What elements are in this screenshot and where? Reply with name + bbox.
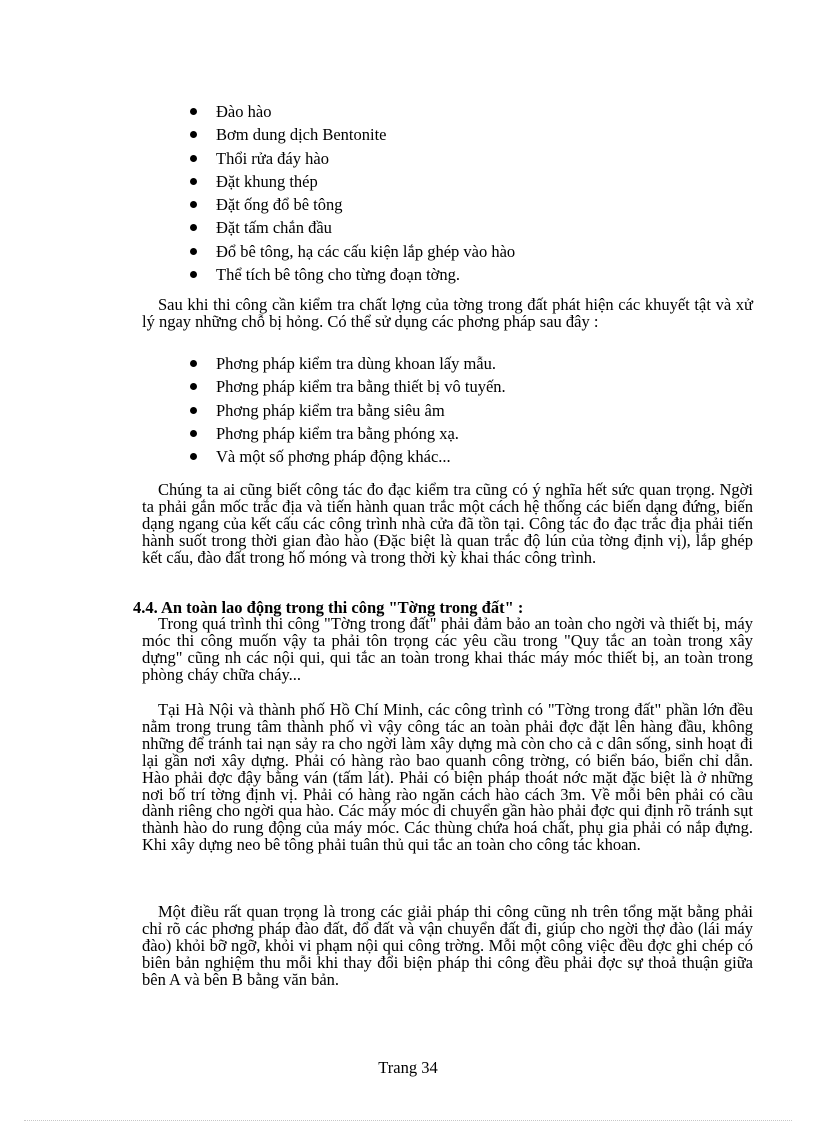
page-number: Trang 34 <box>378 1058 438 1077</box>
list-item: Phơng pháp kiểm tra bằng siêu âm <box>190 399 506 422</box>
bullet-icon <box>190 248 197 255</box>
list-item: Đào hào <box>190 100 515 123</box>
section-heading: 4.4. An toàn lao động trong thi công "Tờng trong đất" : <box>133 598 524 617</box>
construction-steps-list <box>190 100 515 286</box>
bullet-icon <box>190 271 197 278</box>
surveying-paragraph: Chúng ta ai cũng biết công tác đo đạc kiểm tra cũng có ý nghĩa hết sức quan trọng. Ngời ta phải gắn mốc trắc địa và tiến hành quan trắc một cách hệ thống các biến dạng đứng, biến dạng ngang của kết cấu các công trình nhà cửa đã tồn tại. Công tác đo đạc trắc địa phải tiến hành suốt trong thời gian đào hào (Đặc biệt là quan trắc độ lún của tờng định vị), lắp ghép kết cấu, đào đất trong hố móng và trong thời kỳ khai thác công trình. <box>142 480 753 567</box>
safety-measures-paragraph: Tại Hà Nội và thành phố Hồ Chí Minh, các công trình có "Tờng trong đất" phần lớn đều nằm trong trung tâm thành phố vì vậy công tác an toàn phải đợc đặt lên hàng đầu, không những để tránh tai nạn sảy ra cho ngời làm xây dựng mà còn cho cả c dân sống, sinh hoạt đi lại gần nơi xây dựng. Phải có hàng rào bao quanh công trờng, có biển báo, biển chỉ dẫn. Hào phải đợc đậy bằng ván (tấm lát). Phải có biện pháp thoát nớc mặt đặc biệt là ở những nơi bố trí tờng định vị. Phải có hàng rào ngăn cách hào cách 3m. Về mỗi bên phải có cầu dành riêng cho ngời qua hào. Các máy móc di chuyển gần hào phải đợc qui định rõ tránh sụt thành hào do rung động của máy móc. Các thùng chứa hoá chất, phụ gia phải có nắp đựng. Khi xây dựng neo bê tông phải tuân thủ qui tắc an toàn cho công tác khoan. <box>142 700 753 855</box>
bullet-icon <box>190 407 197 414</box>
list-item: Phơng pháp kiểm tra bằng thiết bị vô tuyến. <box>190 375 506 398</box>
bullet-icon <box>190 224 197 231</box>
construction-plan-paragraph: Một điều rất quan trọng là trong các giải pháp thi công cũng nh trên tổng mặt bằng phải chỉ rõ các phơng pháp đào đất, đổ đất và vận chuyển đất đi, giúp cho ngời thợ đào (lái máy đào) khỏi bỡ ngỡ, khỏi vi phạm nội qui công trờng. Mỗi một công việc đều đợc ghi chép có biên bản nghiệm thu mỗi khi thay đổi biện pháp thi công đều phải đợc sự thoả thuận giữa bên A và bên B bằng văn bản. <box>142 902 753 989</box>
list-item: Đặt ống đổ bê tông <box>190 193 515 216</box>
bullet-icon <box>190 453 197 460</box>
bullet-icon <box>190 155 197 162</box>
list-item: Thể tích bê tông cho từng đoạn tờng. <box>190 263 515 286</box>
inspection-methods-list <box>190 352 506 468</box>
bullet-icon <box>190 201 197 208</box>
inspection-paragraph: Sau khi thi công cần kiểm tra chất lợng của tờng trong đất phát hiện các khuyết tật và xử lý ngay những chỗ bị hỏng. Có thể sử dụng các phơng pháp sau đây : <box>142 295 753 331</box>
list-item: Bơm dung dịch Bentonite <box>190 123 515 146</box>
bullet-icon <box>190 360 197 367</box>
bullet-icon <box>190 131 197 138</box>
bullet-icon <box>190 430 197 437</box>
bullet-icon <box>190 178 197 185</box>
bullet-icon <box>190 383 197 390</box>
list-item: Phơng pháp kiểm tra bằng phóng xạ. <box>190 422 506 445</box>
list-item: Phơng pháp kiểm tra dùng khoan lấy mẫu. <box>190 352 506 375</box>
list-item: Đổ bê tông, hạ các cấu kiện lắp ghép vào hào <box>190 240 515 263</box>
page-bottom-divider <box>24 1120 792 1121</box>
safety-intro-paragraph: Trong quá trình thi công "Tờng trong đất" phải đảm bảo an toàn cho ngời và thiết bị, máy móc thi công muốn vậy ta phải tôn trọng các yêu cầu trong "Quy tắc an toàn trong xây dựng" cũng nh các nội qui, qui tắc an toàn trong khai thác máy móc thiết bị, an toàn trong phòng cháy chữa cháy... <box>142 614 753 684</box>
list-item: Và một số phơng pháp động khác... <box>190 445 506 468</box>
list-item: Đặt tấm chắn đầu <box>190 216 515 239</box>
bullet-icon <box>190 108 197 115</box>
list-item: Đặt khung thép <box>190 170 515 193</box>
list-item: Thổi rửa đáy hào <box>190 147 515 170</box>
